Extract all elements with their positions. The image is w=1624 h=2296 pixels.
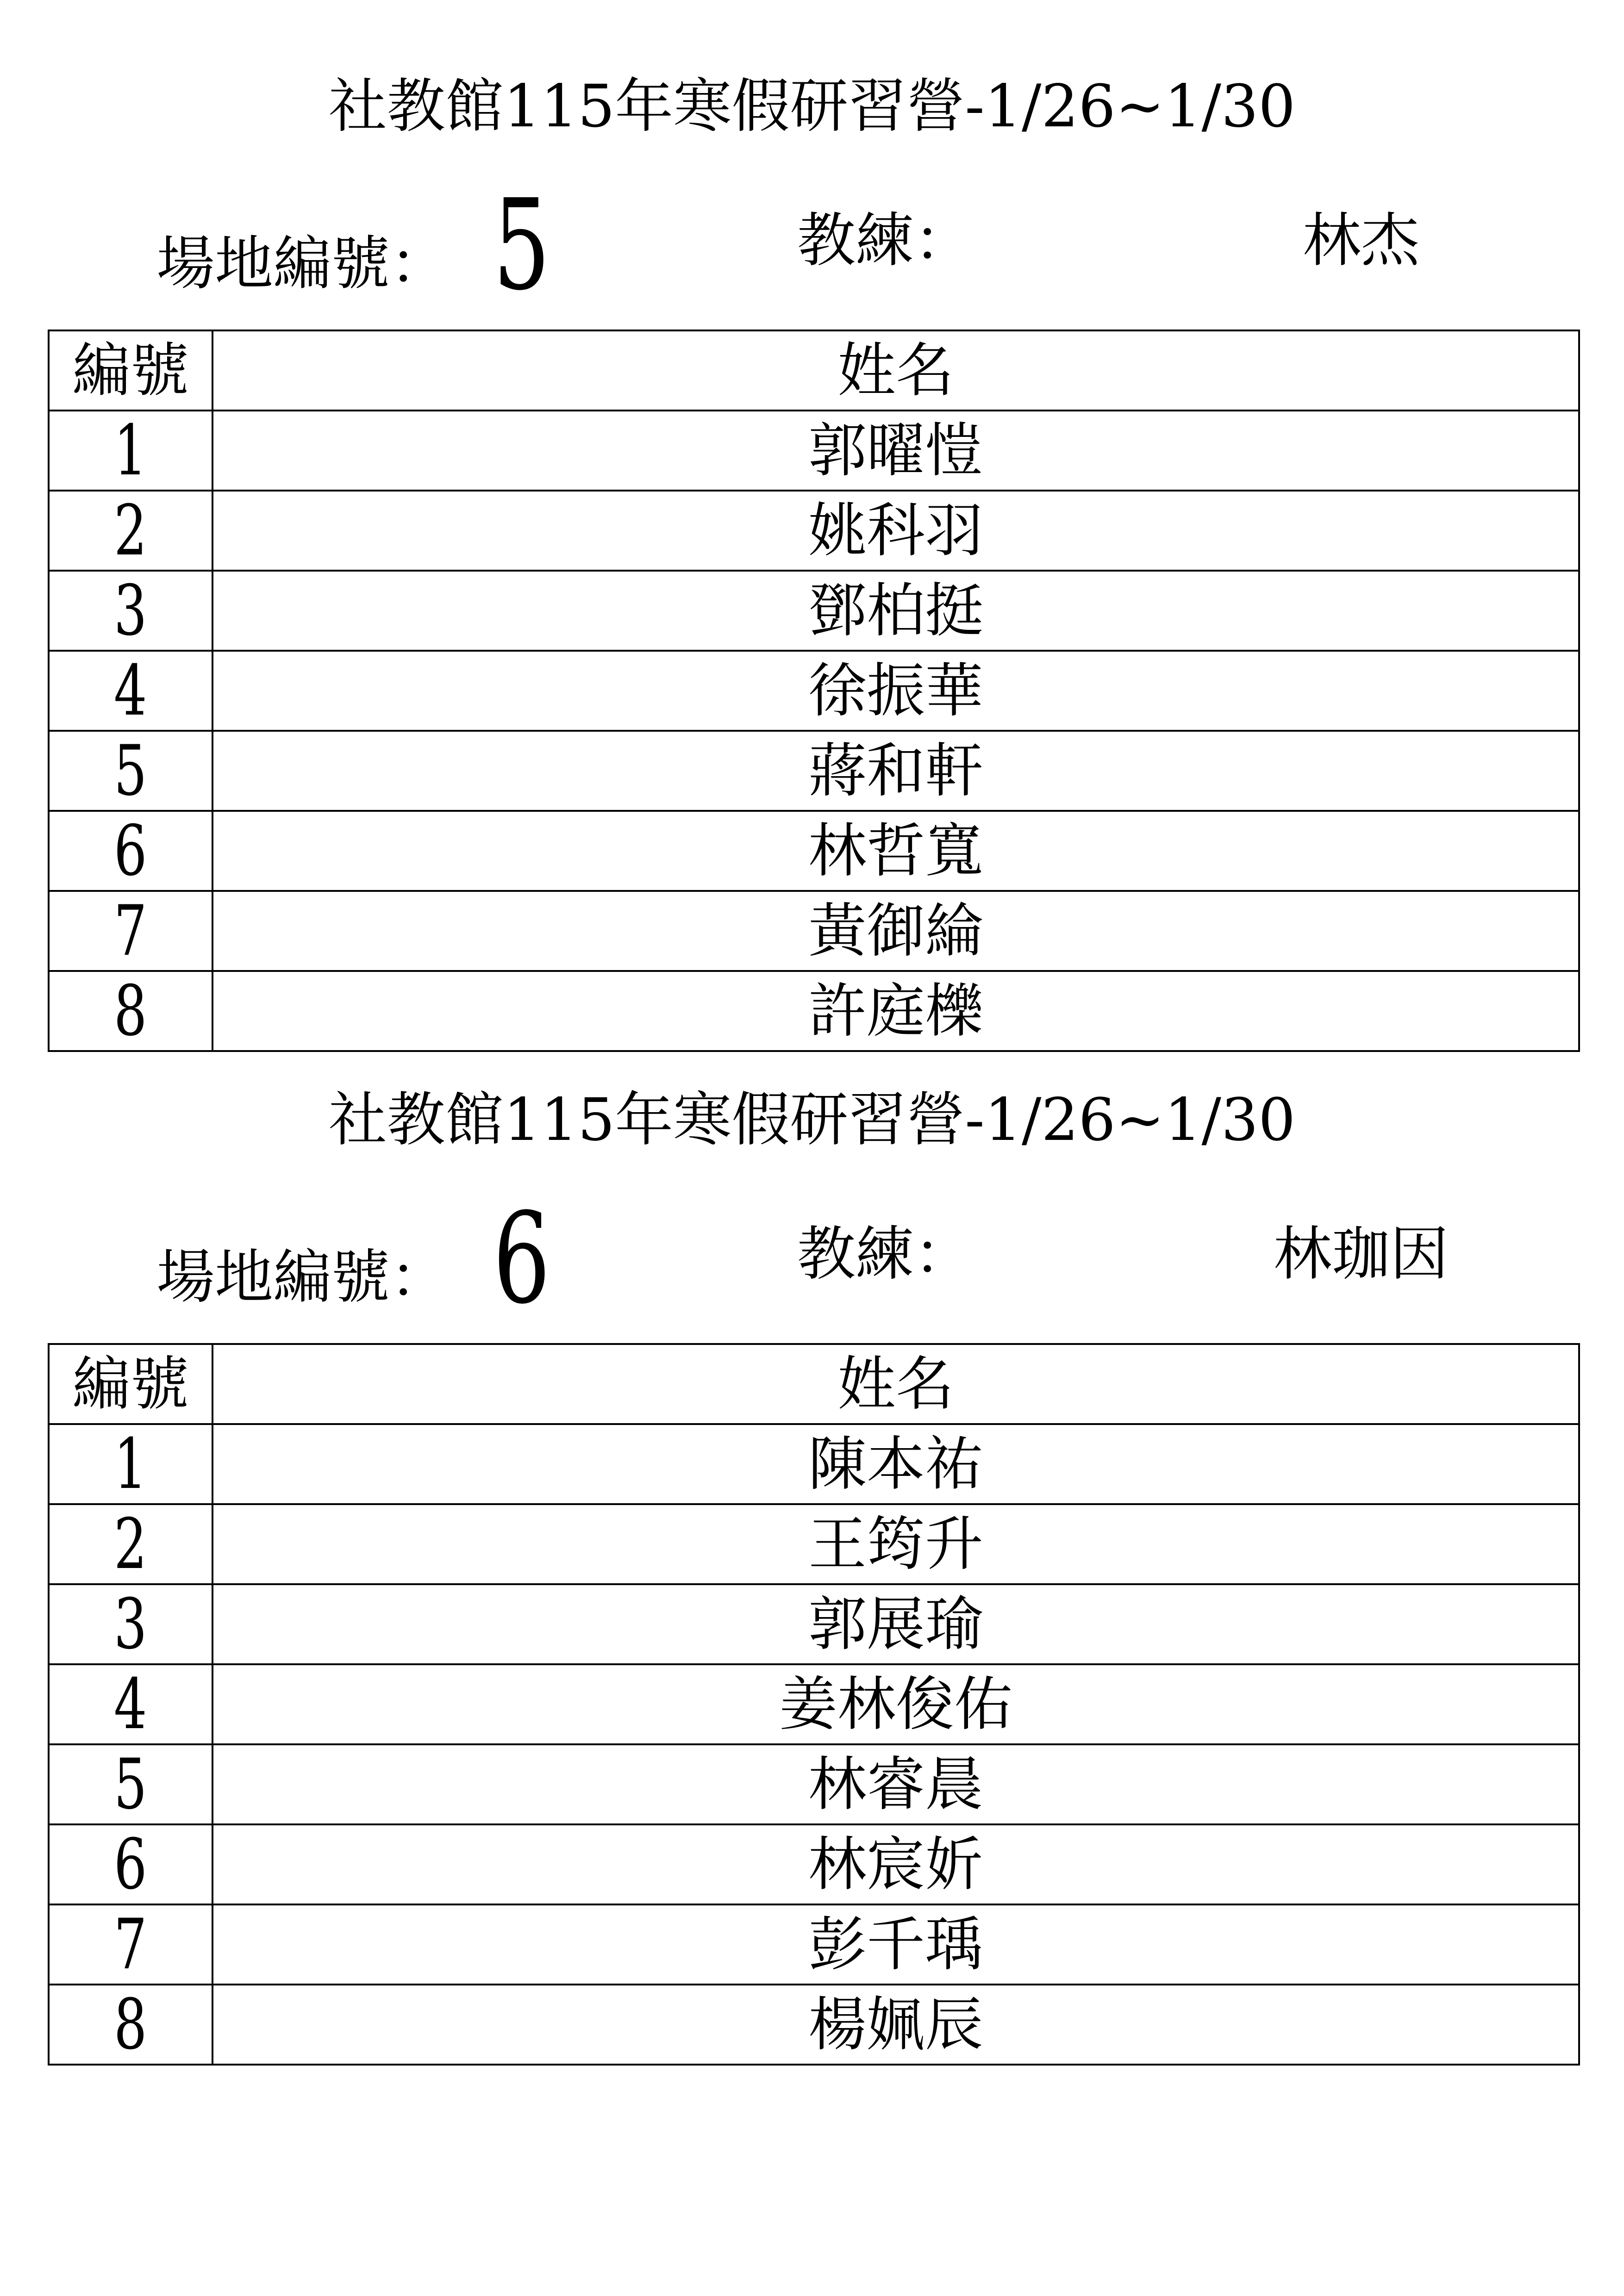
student-name: 徐振華 [212,651,1579,731]
row-number: 4 [114,651,147,731]
roster-table [48,1343,1580,2066]
row-number: 6 [114,1824,147,1904]
page-title: 社教館115年寒假研習營-1/26~1/30 [328,1086,1296,1154]
row-number: 1 [114,1424,147,1504]
student-name: 楊姵辰 [212,1985,1579,2065]
coach-label: 教練： [797,1220,972,1288]
table-row [49,1824,1579,1904]
table-row [49,1664,1579,1744]
venue-label: 場地編號： [156,1243,448,1311]
row-number: 2 [114,491,147,571]
student-name: 林哲寬 [212,811,1579,891]
column-header-name: 姓名 [212,1344,1579,1424]
table-row [49,571,1579,651]
row-number: 3 [114,571,147,651]
row-number: 5 [114,1744,147,1824]
coach-label: 教練： [797,206,972,274]
roster-section-venue-5 [0,0,1624,1051]
row-number-cell [49,1504,212,1584]
table-row [49,411,1579,491]
student-name: 郭展瑜 [212,1584,1579,1664]
row-number-cell [49,1424,212,1504]
row-number: 1 [114,411,147,491]
row-number: 2 [114,1504,147,1584]
table-row [49,1904,1579,1985]
row-number-cell [49,571,212,651]
row-number-cell [49,811,212,891]
student-name: 郭曜愷 [212,411,1579,491]
student-name: 陳本祐 [212,1424,1579,1504]
venue-number: 6 [493,1186,550,1332]
row-number-cell [49,891,212,971]
column-header-name: 姓名 [212,330,1579,411]
table-row [49,731,1579,811]
page-title: 社教館115年寒假研習營-1/26~1/30 [328,72,1296,140]
row-number: 4 [114,1664,147,1744]
student-name: 林宸妡 [212,1824,1579,1904]
column-header-number: 編號 [49,1344,212,1424]
student-name: 許庭櫟 [212,971,1579,1051]
roster-section-venue-6 [0,1014,1624,2065]
venue-number: 5 [493,172,550,318]
table-row [49,1744,1579,1824]
table-row [49,811,1579,891]
row-number: 8 [114,1985,147,2065]
row-number-cell [49,1904,212,1985]
row-number-cell [49,1584,212,1664]
row-number: 7 [114,891,147,971]
row-number-cell [49,731,212,811]
student-name: 黃御綸 [212,891,1579,971]
table-row [49,491,1579,571]
student-name: 姜林俊佑 [212,1664,1579,1744]
row-number-cell [49,1985,212,2065]
row-number-cell [49,411,212,491]
row-number: 7 [114,1904,147,1985]
row-number: 8 [114,971,147,1051]
column-header-number: 編號 [49,330,212,411]
coach-name: 林珈因 [1274,1220,1449,1288]
venue-label: 場地編號： [156,230,448,298]
table-header-row [49,1344,1579,1424]
row-number: 3 [114,1584,147,1664]
row-number: 5 [114,731,147,811]
table-row [49,891,1579,971]
row-number-cell [49,1744,212,1824]
table-header-row [49,330,1579,411]
student-name: 王筠升 [212,1504,1579,1584]
student-name: 蔣和軒 [212,731,1579,811]
table-row [49,651,1579,731]
coach-name: 林杰 [1303,206,1419,274]
roster-table [48,330,1580,1052]
row-number: 6 [114,811,147,891]
table-row [49,1424,1579,1504]
table-row [49,1504,1579,1584]
student-name: 林睿晨 [212,1744,1579,1824]
row-number-cell [49,1664,212,1744]
row-number-cell [49,1824,212,1904]
student-name: 姚科羽 [212,491,1579,571]
row-number-cell [49,491,212,571]
table-row [49,1985,1579,2065]
table-row [49,1584,1579,1664]
student-name: 彭千瑀 [212,1904,1579,1985]
student-name: 鄧柏挺 [212,571,1579,651]
row-number-cell [49,651,212,731]
